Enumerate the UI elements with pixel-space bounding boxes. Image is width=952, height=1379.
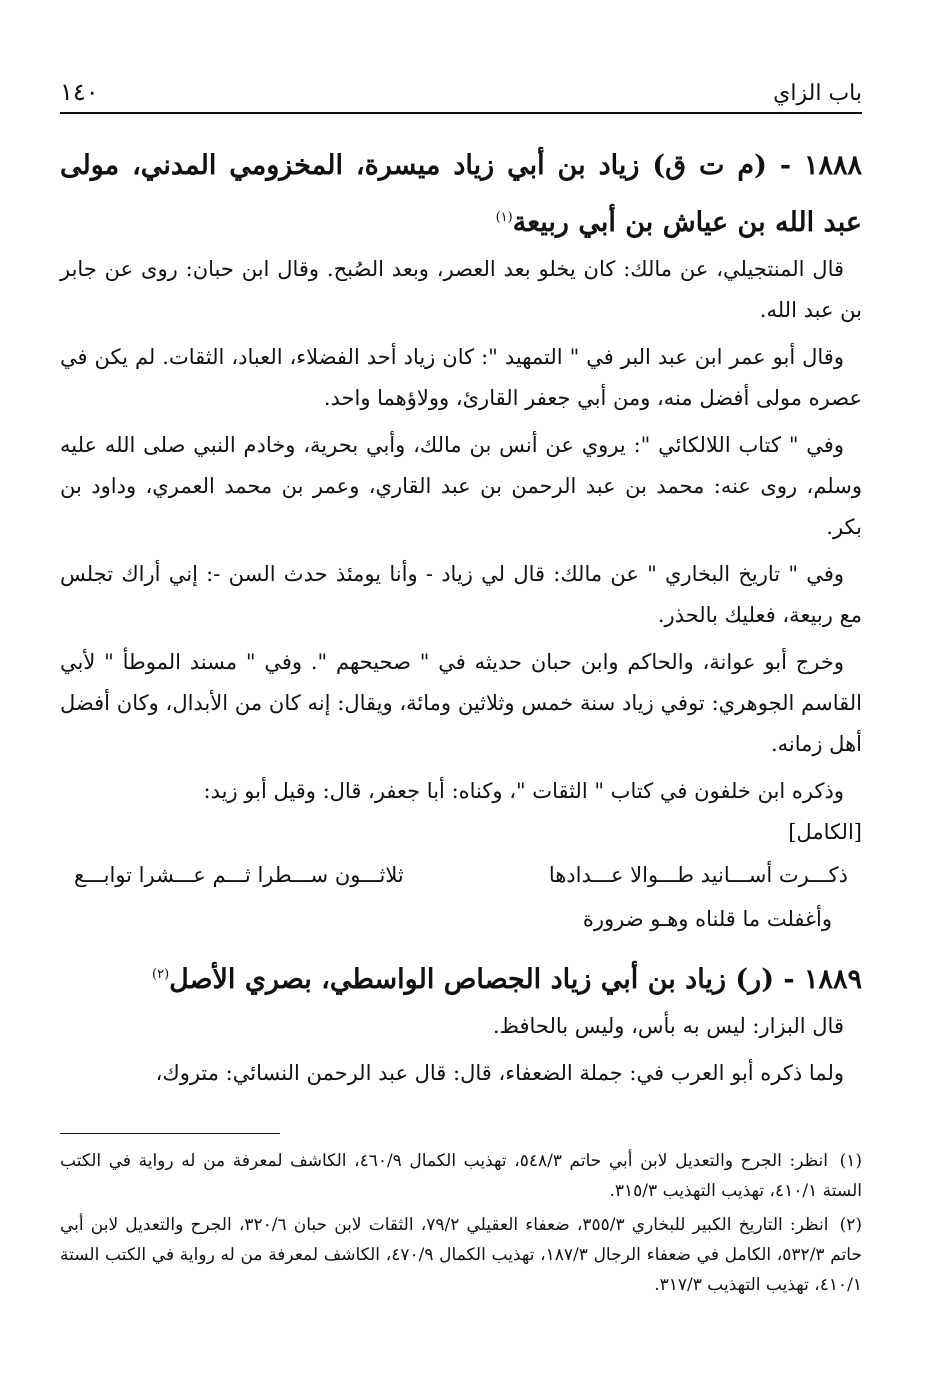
footnote-ref-2: (٢) [152,967,170,982]
poem-verse-2: وأغفلت ما قلناه وهـو ضرورة [582,907,832,931]
footnote-text: انظر: التاريخ الكبير للبخاري ٣٥٥/٣، ضعفاء العقيلي ٧٩/٢، الثقات لابن حبان ٣٢٠/٦، الجرح والتعديل لابن أبي حاتم ٥٣٢/٣، الكامل في ضعفاء الرجال ١٨٧/٣، تهذيب الكمال ٤٧٠/٩، الكاشف لمعرفة من له رواية في الكتب الستة ٤١٠/١، تهذيب التهذيب ٣١٧/٣. [60,1215,862,1295]
footnote-1 [60,1146,862,1206]
poem-meter: [الكامل] [788,820,862,844]
poem-hemistich-left: ثلاثـــون ســـطرا ثـــم عـــشرا توابـــع [74,863,404,887]
entry-heading-1888-text: ١٨٨٨ - (م ت ق) زياد بن أبي زياد ميسرة، المخزومي المدني، مولى عبد الله بن عياش بن أبي ربيعة [60,150,862,238]
page-number: ١٤٠ [60,78,99,106]
paragraph: وقال أبو عمر ابن عبد البر في " التمهيد ": كان زياد أحد الفضلاء، العباد، الثقات. لم يكن في عصره مولى أفضل منه، ومن أبي جعفر القارئ، وولاؤهما واحد. [60,345,862,410]
paragraph: وفي " كتاب اللالكائي ": يروي عن أنس بن مالك، وأبي بحرية، وخادم النبي صلى الله عليه وسلم، روى عنه: محمد بن عبد الرحمن بن عبد القاري، وعمر بن محمد العمري، وداود بن بكر. [60,433,862,539]
paragraph: قال البزار: ليس به بأس، وليس بالحافظ. [492,1014,844,1038]
paragraph: ولما ذكره أبو العرب في: جملة الضعفاء، قال: قال عبد الرحمن النسائي: متروك، [155,1061,844,1085]
footnote-number: (٢) [839,1215,863,1235]
footnote-2 [60,1210,862,1300]
paragraph: وفي " تاريخ البخاري " عن مالك: قال لي زياد - وأنا يومئذ حدث السن -: إني أراك تجلس مع ربيعة، فعليك بالحذر. [60,562,862,627]
running-header [60,68,862,114]
book-page [60,0,862,1379]
body-text [60,140,862,1100]
footnote-ref-1: (١) [495,210,513,225]
footnote-number: (١) [839,1151,863,1171]
entry-heading-1889 [60,949,862,1006]
entry-heading-1888 [60,140,862,249]
poem-verse [60,853,862,897]
paragraph: قال المنتجيلي، عن مالك: كان يخلو بعد العصر، وبعد الصُبح. وقال ابن حبان: روى عن جابر بن عبد الله. [60,257,862,322]
paragraph: وخرج أبو عوانة، والحاكم وابن حبان حديثه في " صحيحهم ". وفي " مسند الموطأ " لأبي القاسم الجوهري: توفي زياد سنة خمس وثلاثين ومائة، ويقال: إنه كان من الأبدال، وكان أفضل أهل زمانه. [60,650,862,756]
poem-hemistich-right: ذكـــرت أســـانيد طـــوالا عـــدادها [548,863,848,887]
footnote-text: انظر: الجرح والتعديل لابن أبي حاتم ٥٤٨/٣، تهذيب الكمال ٤٦٠/٩، الكاشف لمعرفة من له رواية في الكتب الستة ٤١٠/١، تهذيب التهذيب ٣١٥/٣. [60,1151,862,1201]
footnote-divider [60,1133,280,1134]
paragraph [60,771,862,853]
entry-heading-1889-text: ١٨٨٩ - (ر) زياد بن أبي زياد الجصاص الواسطي، بصري الأصل [169,964,862,995]
footnotes [60,1146,862,1304]
paragraph-text: وذكره ابن خلفون في كتاب " الثقات "، وكناه: أبا جعفر، قال: وقيل أبو زيد: [203,779,844,803]
chapter-title: باب الزاي [773,81,862,106]
